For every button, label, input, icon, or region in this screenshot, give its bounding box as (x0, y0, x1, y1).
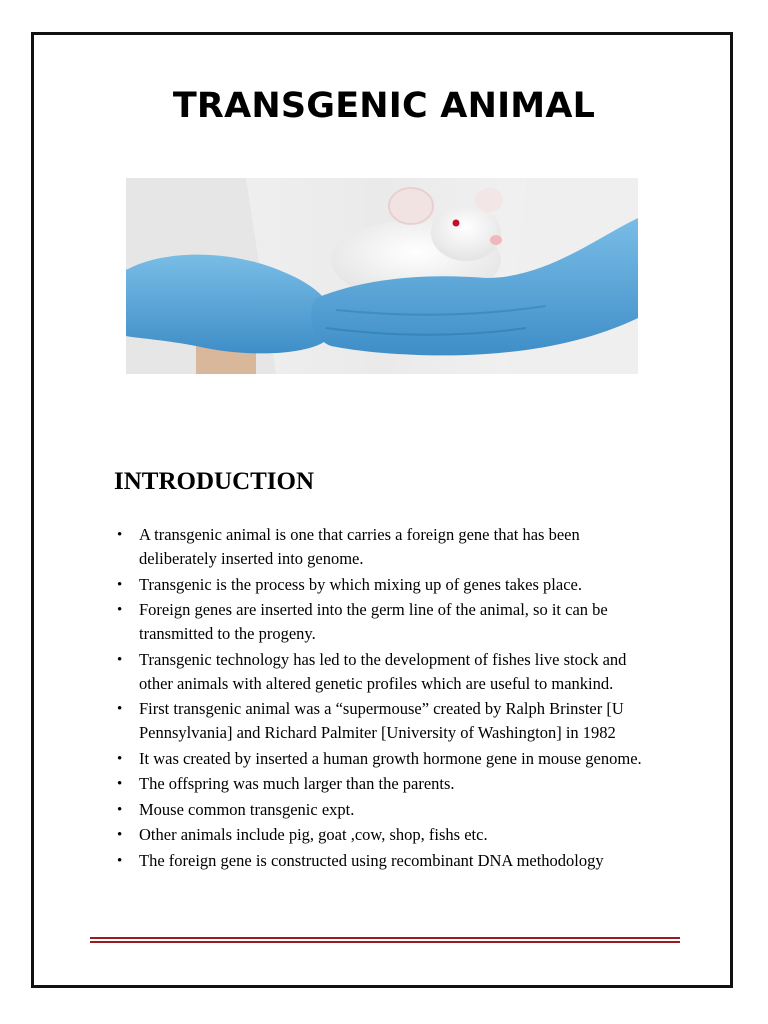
bullet-icon: • (117, 576, 123, 593)
list-item: • Transgenic technology has led to the development of fishes live stock and other animals with altered genetic profiles which are useful to mankind. (117, 649, 627, 693)
section-heading: INTRODUCTION (114, 468, 315, 495)
intro-bullet-list (114, 523, 644, 874)
list-item: • Other animals include pig, goat ,cow, shop, fishs etc. (114, 823, 644, 847)
page-title: TRANSGENIC ANIMAL (172, 86, 596, 126)
mouse-photo (126, 178, 638, 374)
bullet-icon: • (117, 852, 123, 869)
bullet-icon: • (117, 651, 123, 668)
bullet-icon: • (117, 701, 123, 717)
bullet-icon: • (117, 776, 123, 792)
bullet-icon: • (117, 827, 123, 843)
bullet-icon: • (117, 801, 123, 818)
list-item: • Transgenic is the process by which mixing up of genes takes place. (114, 573, 644, 597)
bullet-icon: • (117, 602, 123, 618)
bullet-icon: • (117, 750, 123, 767)
footer-rule-bottom (90, 941, 680, 943)
list-item: • First transgenic animal was a “supermouse” created by Ralph Brinster [U Pennsylvania] and Richard Palmiter [University of Washington] in 1982 (117, 699, 624, 742)
list-item: • The offspring was much larger than the parents. (114, 772, 644, 796)
list-item: • A transgenic animal is one that carries a foreign gene that has been deliberately inserted into genome. (117, 525, 580, 568)
footer-rule-top (90, 937, 680, 939)
list-item: • Mouse common transgenic expt. (114, 798, 644, 822)
list-item: • Foreign genes are inserted into the germ line of the animal, so it can be transmitted to the progeny. (117, 600, 608, 643)
list-item: • It was created by inserted a human growth hormone gene in mouse genome. (114, 747, 644, 771)
bullet-icon: • (117, 527, 123, 543)
list-item: • The foreign gene is constructed using recombinant DNA methodology (114, 849, 644, 873)
mouse-in-gloves-image (126, 178, 638, 374)
